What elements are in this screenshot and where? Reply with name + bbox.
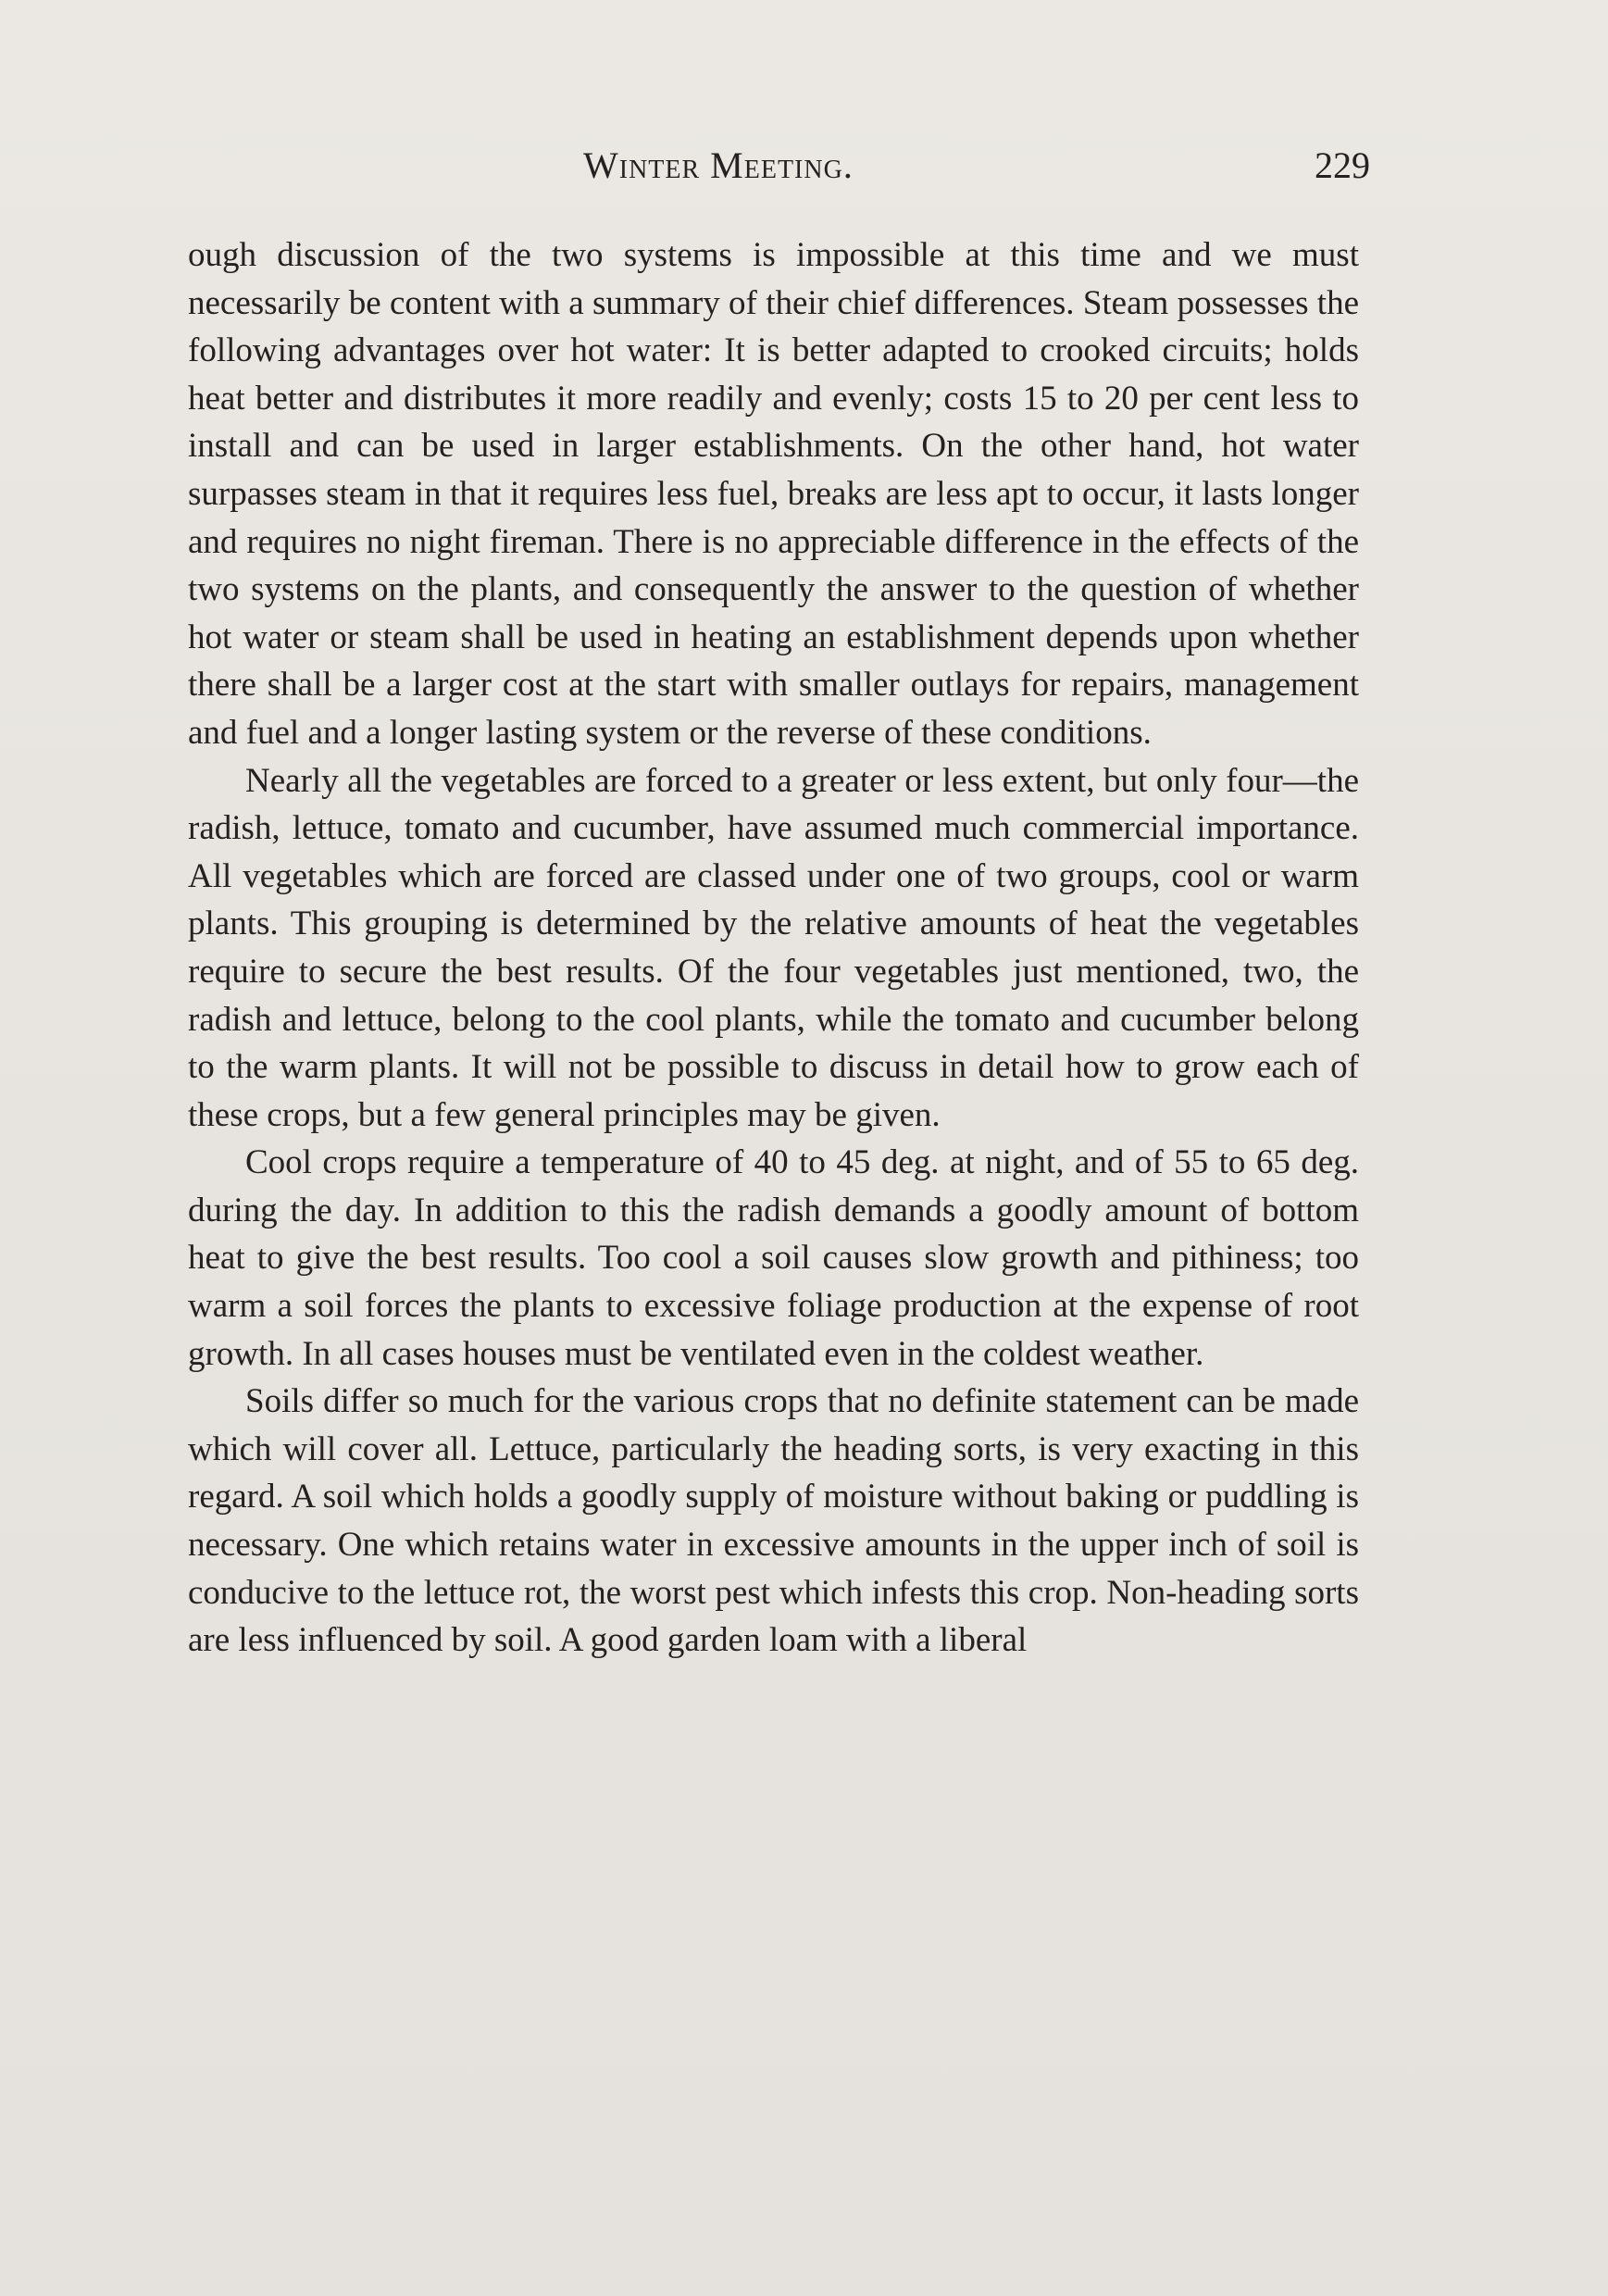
body-text: [188, 231, 1359, 1665]
paragraph-soils: Soils differ so much for the various crops that no definite statement can be made which will cover all. Lettuce, particularly the heading sorts, is very exacting in this regard. A soil which holds a goodly supply of moisture without baking or puddling is necessary. One which retains water in excessive amounts in the upper inch of soil is conducive to the lettuce rot, the worst pest which infests this crop. Non-heading sorts are less influenced by soil. A good garden loam with a liberal: [188, 1382, 1359, 1660]
running-head: [185, 144, 1370, 199]
running-head-title: Winter Meeting.: [583, 144, 854, 186]
paragraph-forced-vegetables: Nearly all the vegetables are forced to a greater or less extent, but only four—the radish, lettuce, tomato and cucumber, have assumed much commercial importance. All vegetables which are forced are classed under one of two groups, cool or warm plants. This grouping is determined by the relative amounts of heat the vegetables require to secure the best results. Of the four vegetables just mentioned, two, the radish and lettuce, belong to the cool plants, while the tomato and cucumber belong to the warm plants. It will not be possible to discuss in detail how to grow each of these crops, but a few general principles may be given.: [188, 761, 1359, 1134]
paragraph-heating-systems: ough discussion of the two systems is impossible at this time and we must necessarily be content with a summary of their chief differences. Steam possesses the following advantages over hot water: It is better adapted to crooked circuits; holds heat better and distributes it more readily and evenly; costs 15 to 20 per cent less to install and can be used in larger establishments. On the other hand, hot water surpasses steam in that it requires less fuel, breaks are less apt to occur, it lasts longer and requires no night fireman. There is no appreciable difference in the effects of the two systems on the plants, and consequently the answer to the question of whether hot water or steam shall be used in heating an establishment depends upon whether there shall be a larger cost at the start with smaller outlays for repairs, management and fuel and a longer lasting system or the reverse of these conditions.: [188, 236, 1359, 752]
paragraph-cool-crops: Cool crops require a temperature of 40 to 45 deg. at night, and of 55 to 65 deg. during the day. In addition to this the radish demands a goodly amount of bottom heat to give the best results. Too cool a soil causes slow growth and pithiness; too warm a soil forces the plants to excessive foliage production at the expense of root growth. In all cases houses must be ventilated even in the coldest weather.: [188, 1143, 1359, 1373]
page-number: 229: [1315, 144, 1370, 186]
